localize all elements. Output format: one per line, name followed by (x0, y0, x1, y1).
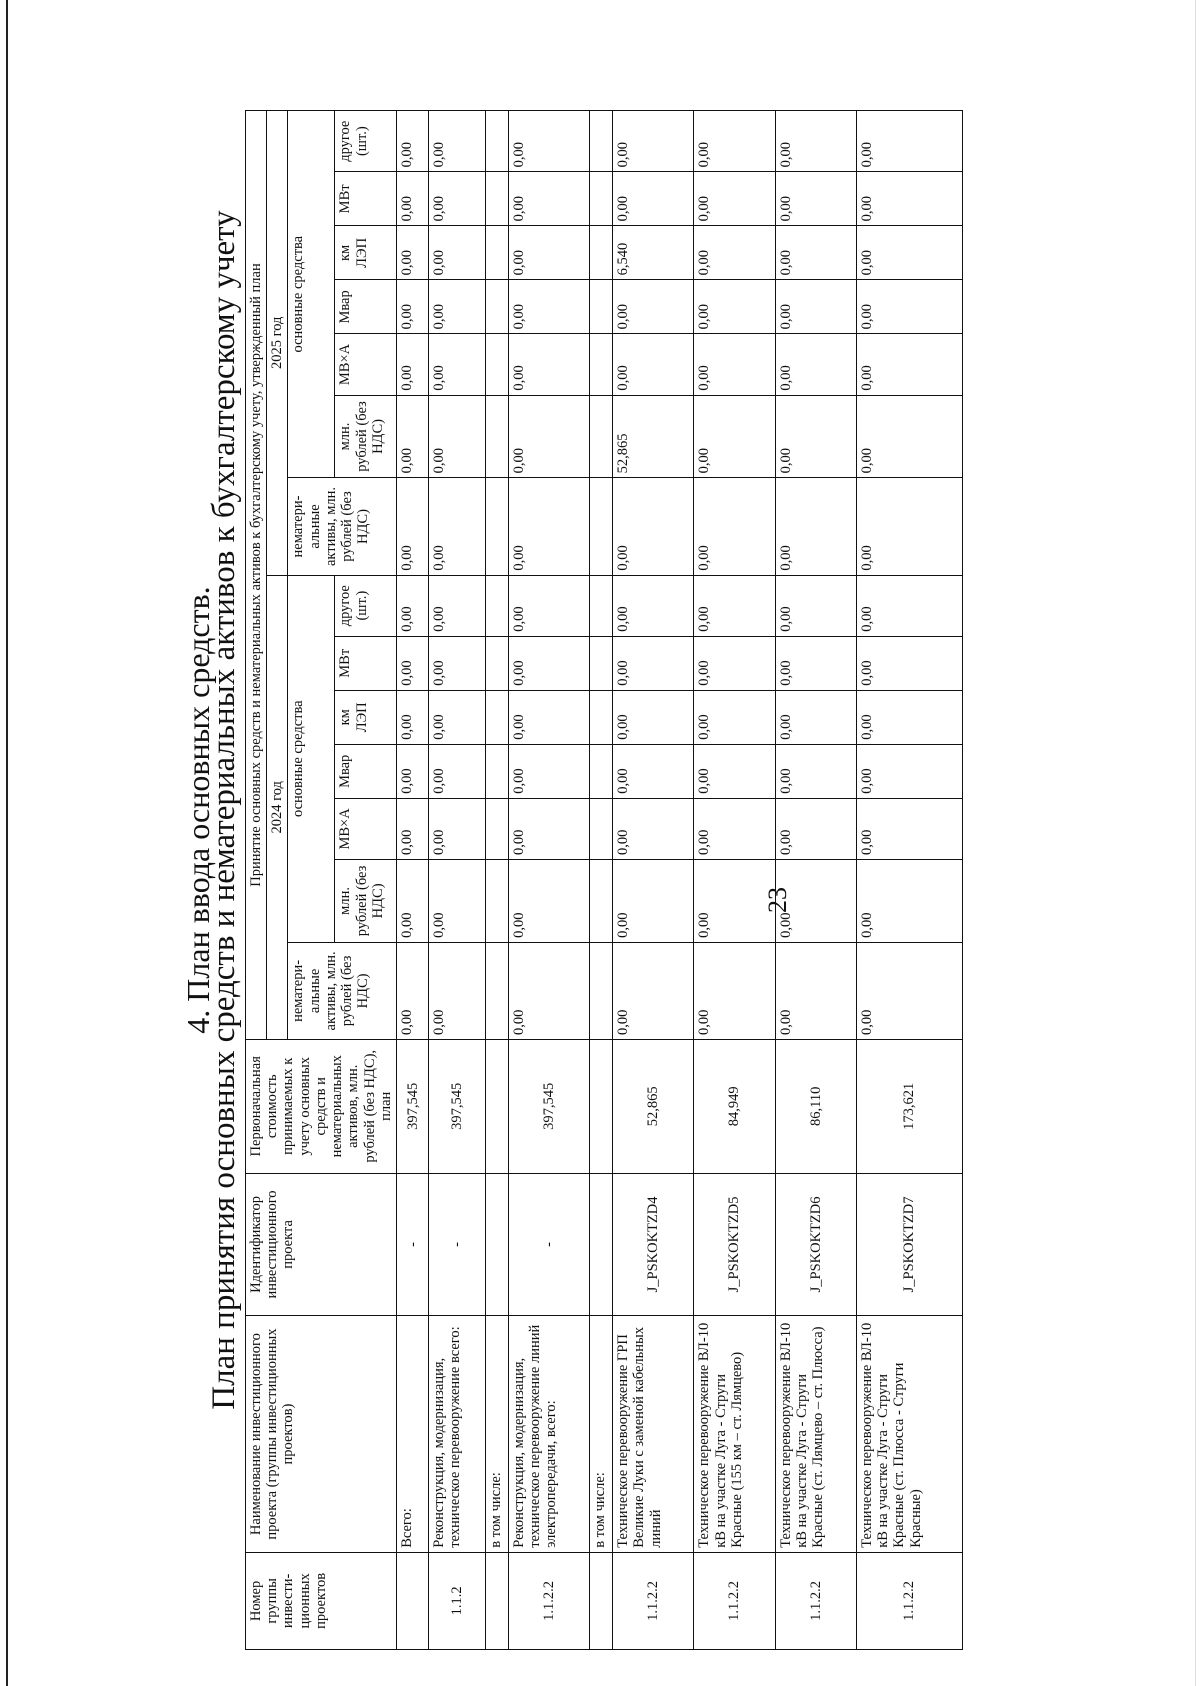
header-mln-rub-2024: млн. рублей (без НДС) (335, 860, 397, 943)
cell-2025-value: 0,00 (694, 395, 775, 478)
cell-2025-value (485, 334, 508, 395)
cell-2024-value: 0,00 (775, 942, 856, 1039)
cell-2024-value: 0,00 (397, 744, 429, 798)
cell-2024-value: 0,00 (429, 860, 486, 943)
cell-2024-value: 0,00 (694, 744, 775, 798)
cell-2024-value: 0,00 (613, 744, 694, 798)
header-intangible-2025: нематериальные активы, млн. рублей (без НДС) (288, 478, 397, 575)
cell-2025-value: 0,00 (397, 478, 429, 575)
header-mva-2024: МВ×А (335, 798, 397, 859)
cell-2024-value: 0,00 (397, 636, 429, 690)
cell-2025-value: 0,00 (856, 280, 962, 334)
cell-initial-cost: 173,621 (856, 1040, 962, 1174)
cell-2024-value: 0,00 (694, 942, 775, 1039)
table-row (694, 111, 775, 1650)
header-intangible-2024: нематериальные активы, млн. рублей (без НДС) (288, 942, 397, 1039)
header-other-2025: другое (шт.) (335, 111, 397, 172)
cell-project-id: - (429, 1173, 486, 1316)
cell-2025-value: 0,00 (775, 395, 856, 478)
cell-2025-value: 0,00 (508, 226, 589, 280)
cell-2025-value: 0,00 (775, 172, 856, 226)
cell-2025-value (485, 280, 508, 334)
cell-initial-cost: 397,545 (397, 1040, 429, 1174)
cell-2024-value: 0,00 (694, 798, 775, 859)
cell-2024-value: 0,00 (508, 798, 589, 859)
cell-2024-value (590, 798, 613, 859)
cell-group-number: 1.1.2 (429, 1552, 486, 1649)
cell-2024-value: 0,00 (775, 798, 856, 859)
cell-2025-value (590, 172, 613, 226)
acceptance-plan-table (245, 110, 963, 1650)
header-fixed-assets-2024: основные средства (288, 575, 335, 942)
cell-2024-value: 0,00 (856, 860, 962, 943)
cell-2024-value: 0,00 (508, 575, 589, 636)
cell-2025-value (485, 478, 508, 575)
cell-2024-value (485, 636, 508, 690)
cell-2024-value: 0,00 (694, 575, 775, 636)
cell-group-number: 1.1.2.2 (508, 1552, 589, 1649)
cell-2025-value: 0,00 (856, 478, 962, 575)
cell-2024-value: 0,00 (397, 798, 429, 859)
cell-2024-value: 0,00 (397, 690, 429, 744)
cell-2024-value: 0,00 (694, 690, 775, 744)
cell-2025-value: 0,00 (613, 111, 694, 172)
cell-2025-value (485, 111, 508, 172)
cell-2024-value (485, 798, 508, 859)
cell-2024-value (590, 690, 613, 744)
cell-project-id: J_PSKOKTZD6 (775, 1173, 856, 1316)
cell-group-number: 1.1.2.2 (613, 1552, 694, 1649)
cell-2024-value: 0,00 (775, 575, 856, 636)
cell-2024-value: 0,00 (694, 636, 775, 690)
page-left-border (6, 0, 8, 1686)
cell-2025-value: 0,00 (613, 172, 694, 226)
cell-2025-value: 0,00 (429, 395, 486, 478)
cell-2024-value: 0,00 (429, 798, 486, 859)
cell-group-number (397, 1552, 429, 1649)
cell-2024-value: 0,00 (429, 636, 486, 690)
cell-2025-value: 0,00 (694, 111, 775, 172)
cell-2024-value: 0,00 (694, 860, 775, 943)
cell-2024-value (485, 860, 508, 943)
table-row (613, 111, 694, 1650)
cell-2024-value (485, 575, 508, 636)
cell-2024-value: 0,00 (429, 575, 486, 636)
cell-2024-value: 0,00 (508, 690, 589, 744)
cell-2024-value (485, 744, 508, 798)
cell-2025-value (590, 478, 613, 575)
cell-2025-value: 0,00 (694, 172, 775, 226)
cell-2024-value: 0,00 (775, 690, 856, 744)
cell-2024-value: 0,00 (429, 690, 486, 744)
cell-2025-value: 0,00 (429, 280, 486, 334)
cell-2025-value: 0,00 (856, 226, 962, 280)
cell-initial-cost (590, 1040, 613, 1174)
cell-2025-value (590, 280, 613, 334)
cell-2025-value: 0,00 (694, 226, 775, 280)
cell-project-name: Реконструкция, модернизация, техническое перевооружение линий электропередачи, всего: (508, 1316, 589, 1552)
page-number: 23 (763, 887, 792, 913)
cell-2025-value: 0,00 (397, 172, 429, 226)
cell-2024-value: 0,00 (613, 798, 694, 859)
cell-2025-value: 0,00 (856, 395, 962, 478)
header-acceptance: Принятие основных средств и нематериальных активов к бухгалтерскому учету, утвержденный план (246, 111, 267, 1040)
cell-2025-value: 0,00 (397, 226, 429, 280)
cell-2024-value: 0,00 (613, 636, 694, 690)
cell-2025-value (590, 111, 613, 172)
cell-initial-cost (485, 1040, 508, 1174)
header-mln-rub-2025: млн. рублей (без НДС) (335, 395, 397, 478)
cell-group-number: 1.1.2.2 (775, 1552, 856, 1649)
cell-2024-value (590, 860, 613, 943)
cell-2025-value: 0,00 (508, 111, 589, 172)
cell-initial-cost: 397,545 (508, 1040, 589, 1174)
cell-2024-value (590, 636, 613, 690)
header-mw-2024: МВт (335, 636, 397, 690)
cell-2025-value: 0,00 (429, 226, 486, 280)
cell-group-number (590, 1552, 613, 1649)
cell-2025-value: 0,00 (694, 334, 775, 395)
cell-project-id (485, 1173, 508, 1316)
header-initial-cost: Первоначальная стоимость принимаемых к учету основных средств и нематериальных активов, млн. рублей (без НДС), план (246, 1040, 397, 1174)
page-right-edge (1195, 0, 1196, 1686)
cell-2024-value: 0,00 (775, 744, 856, 798)
header-year-2025: 2025 год (267, 111, 288, 576)
cell-2024-value (590, 744, 613, 798)
cell-2024-value: 0,00 (613, 860, 694, 943)
header-group-number: Номер группы инвести-ционных проектов (246, 1552, 397, 1649)
cell-2024-value: 0,00 (429, 942, 486, 1039)
cell-project-name: Техническое перевооружение ВЛ-10 кВ на участке Луга - Струги Красные (ст. Лямцево – ст. Плюсса) (775, 1316, 856, 1552)
cell-project-id: J_PSKOKTZD4 (613, 1173, 694, 1316)
cell-2025-value: 6,540 (613, 226, 694, 280)
cell-group-number (485, 1552, 508, 1649)
cell-2025-value: 0,00 (613, 334, 694, 395)
cell-2025-value: 0,00 (775, 226, 856, 280)
cell-2024-value: 0,00 (508, 860, 589, 943)
cell-2025-value: 0,00 (397, 395, 429, 478)
cell-project-name: Всего: (397, 1316, 429, 1552)
cell-2025-value: 0,00 (856, 172, 962, 226)
cell-2025-value: 0,00 (613, 280, 694, 334)
cell-2025-value: 0,00 (508, 478, 589, 575)
cell-2025-value: 0,00 (508, 280, 589, 334)
cell-2025-value (590, 226, 613, 280)
cell-project-name: Техническое перевооружение ВЛ-10 кВ на участке Луга - Струги Красные (155 км – ст. Лямцево) (694, 1316, 775, 1552)
cell-group-number: 1.1.2.2 (694, 1552, 775, 1649)
table-row (590, 111, 613, 1650)
cell-2024-value: 0,00 (856, 798, 962, 859)
cell-2025-value: 0,00 (429, 111, 486, 172)
cell-2025-value: 0,00 (775, 334, 856, 395)
cell-project-id (590, 1173, 613, 1316)
table-row (397, 111, 429, 1650)
table-row (775, 111, 856, 1650)
header-mva-2025: МВ×А (335, 334, 397, 395)
cell-project-name: в том числе: (590, 1316, 613, 1552)
cell-2024-value: 0,00 (429, 744, 486, 798)
header-other-2024: другое (шт.) (335, 575, 397, 636)
cell-2024-value: 0,00 (397, 860, 429, 943)
header-mvar-2024: Мвар (335, 744, 397, 798)
cell-project-name: Техническое перевооружение ГРП Великие Луки с заменой кабельных линий (613, 1316, 694, 1552)
cell-2025-value (485, 395, 508, 478)
cell-2024-value: 0,00 (508, 942, 589, 1039)
cell-2025-value: 52,865 (613, 395, 694, 478)
header-mvar-2025: Мвар (335, 280, 397, 334)
cell-initial-cost: 84,949 (694, 1040, 775, 1174)
header-project-id: Идентификатор инвестиционного проекта (246, 1173, 397, 1316)
cell-project-id: - (508, 1173, 589, 1316)
table-row (429, 111, 486, 1650)
cell-2025-value: 0,00 (429, 172, 486, 226)
cell-2024-value: 0,00 (856, 690, 962, 744)
cell-2025-value (485, 226, 508, 280)
cell-2025-value: 0,00 (775, 280, 856, 334)
header-km-2024: км ЛЭП (335, 690, 397, 744)
cell-2024-value: 0,00 (775, 636, 856, 690)
cell-2025-value: 0,00 (508, 334, 589, 395)
cell-2024-value: 0,00 (508, 744, 589, 798)
cell-initial-cost: 52,865 (613, 1040, 694, 1174)
cell-2024-value: 0,00 (856, 942, 962, 1039)
header-project-name: Наименование инвестиционного проекта (группы инвестиционных проектов) (246, 1316, 397, 1552)
cell-project-name: Техническое перевооружение ВЛ-10 кВ на участке Луга - Струги Красные (ст. Плюсса - Струги Красные) (856, 1316, 962, 1552)
cell-2024-value: 0,00 (856, 744, 962, 798)
header-mw-2025: МВт (335, 172, 397, 226)
rotated-table-container (245, 110, 929, 1650)
header-km-2025: км ЛЭП (335, 226, 397, 280)
cell-2025-value: 0,00 (508, 172, 589, 226)
cell-2025-value: 0,00 (397, 280, 429, 334)
cell-2024-value: 0,00 (397, 575, 429, 636)
cell-2025-value: 0,00 (508, 395, 589, 478)
cell-2024-value: 0,00 (613, 575, 694, 636)
table-row (485, 111, 508, 1650)
cell-2025-value (485, 172, 508, 226)
cell-2025-value: 0,00 (694, 478, 775, 575)
cell-2024-value (590, 942, 613, 1039)
cell-2025-value: 0,00 (397, 334, 429, 395)
cell-2024-value (485, 690, 508, 744)
cell-initial-cost: 86,110 (775, 1040, 856, 1174)
cell-2024-value: 0,00 (856, 575, 962, 636)
cell-2024-value: 0,00 (397, 942, 429, 1039)
cell-2025-value: 0,00 (856, 111, 962, 172)
cell-2025-value: 0,00 (429, 478, 486, 575)
table-row (508, 111, 589, 1650)
cell-project-id: - (397, 1173, 429, 1316)
cell-initial-cost: 397,545 (429, 1040, 486, 1174)
table-title: План принятия основных средств и нематериальных активов к бухгалтерскому учету (206, 210, 242, 1410)
cell-2025-value: 0,00 (429, 334, 486, 395)
cell-2025-value: 0,00 (694, 280, 775, 334)
cell-project-id: J_PSKOKTZD5 (694, 1173, 775, 1316)
cell-2025-value: 0,00 (775, 478, 856, 575)
cell-2024-value: 0,00 (775, 860, 856, 943)
cell-2024-value (485, 942, 508, 1039)
table-row (856, 111, 962, 1650)
cell-project-id: J_PSKOKTZD7 (856, 1173, 962, 1316)
cell-2024-value: 0,00 (613, 942, 694, 1039)
section-heading: 4. План ввода основных средств. (180, 586, 216, 1034)
cell-2025-value: 0,00 (856, 334, 962, 395)
cell-2024-value: 0,00 (613, 690, 694, 744)
cell-2024-value (590, 575, 613, 636)
cell-2025-value: 0,00 (775, 111, 856, 172)
cell-2025-value (590, 395, 613, 478)
cell-project-name: в том числе: (485, 1316, 508, 1552)
cell-2025-value: 0,00 (613, 478, 694, 575)
cell-2024-value: 0,00 (856, 636, 962, 690)
cell-2025-value (590, 334, 613, 395)
cell-project-name: Реконструкция, модернизация, техническое перевооружение всего: (429, 1316, 486, 1552)
header-year-2024: 2024 год (267, 575, 288, 1039)
cell-2024-value: 0,00 (508, 636, 589, 690)
header-fixed-assets-2025: основные средства (288, 111, 335, 478)
cell-2025-value: 0,00 (397, 111, 429, 172)
cell-group-number: 1.1.2.2 (856, 1552, 962, 1649)
